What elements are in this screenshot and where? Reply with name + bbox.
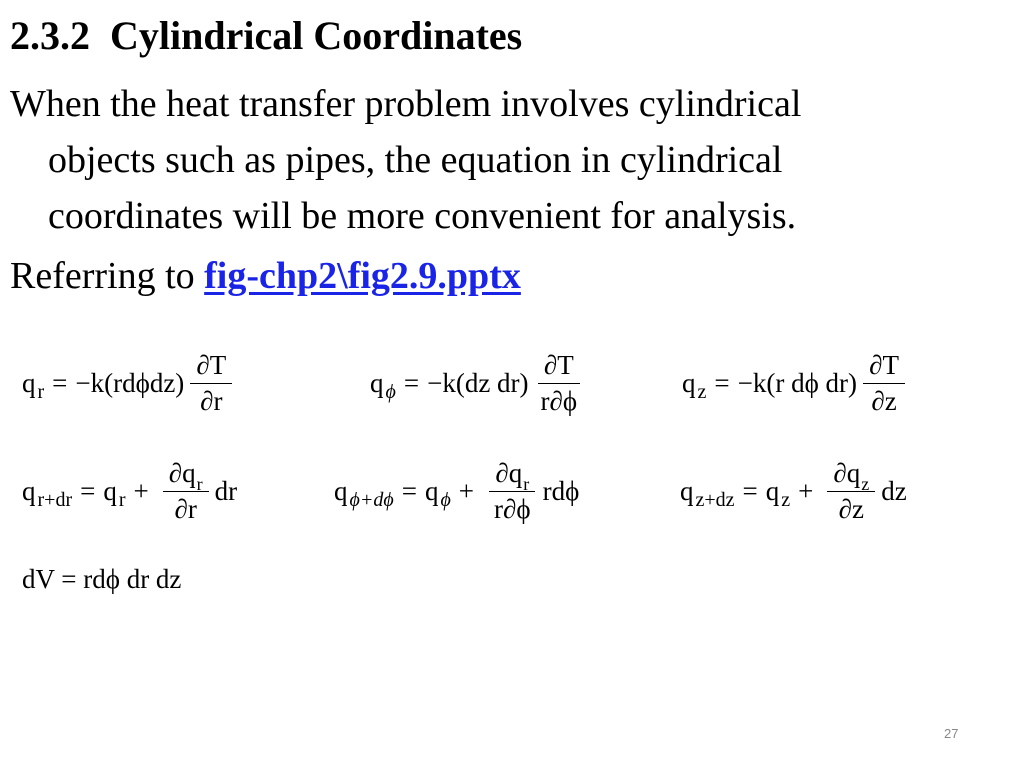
fraction: ∂q z ∂z [827, 460, 875, 523]
fraction: $\frac{\partial T}{\partial r}$ [190, 352, 232, 415]
equation-q-r: q r = −k( rdϕdz) $\frac{\partial T}{\partial r}$ [22, 352, 238, 415]
slide-title [10, 12, 522, 60]
section-number: 2.3.2 [10, 13, 90, 58]
paragraph-line-2: objects such as pipes, the equation in cylindrical [48, 139, 783, 181]
fraction: $\frac{\partial T}{r\partial\phi}$ [535, 352, 584, 415]
reference-line [10, 248, 521, 304]
section-title: Cylindrical Coordinates [110, 13, 523, 58]
fraction: ∂q r r∂ϕ [488, 460, 537, 523]
reference-prefix: Referring to [10, 255, 195, 297]
equation-q-r-plus-dr: q r+dr = q r + ∂q r ∂r dr [22, 458, 238, 524]
page-number: 27 [944, 726, 959, 741]
equation-volume-element: dV = rdϕ dr dz [22, 564, 182, 594]
fraction: $\frac{\partial T}{\partial z}$ [863, 352, 905, 415]
fraction: ∂q r ∂r [163, 460, 209, 523]
paragraph-line-3: coordinates will be more convenient for analysis. [48, 195, 797, 237]
equation-q-z: q z = −k( r dϕ dr) $\frac{\partial T}{\partial z}$ [682, 352, 911, 415]
paragraph-line-1: When the heat transfer problem involves cylindrical [10, 83, 802, 125]
intro-paragraph [10, 76, 1000, 244]
equation-q-z-plus-dz: q z+dz = q z + ∂q z ∂z dz [680, 458, 907, 524]
figure-file-link[interactable]: fig-chp2\fig2.9.pptx [204, 255, 521, 297]
equation-q-phi: q ϕ = −k( dz dr) $\frac{\partial T}{r\partial\phi}$ [370, 352, 589, 415]
equation-q-phi-plus-dphi: q ϕ+dϕ = q ϕ + ∂q r r∂ϕ rdϕ [334, 458, 580, 524]
